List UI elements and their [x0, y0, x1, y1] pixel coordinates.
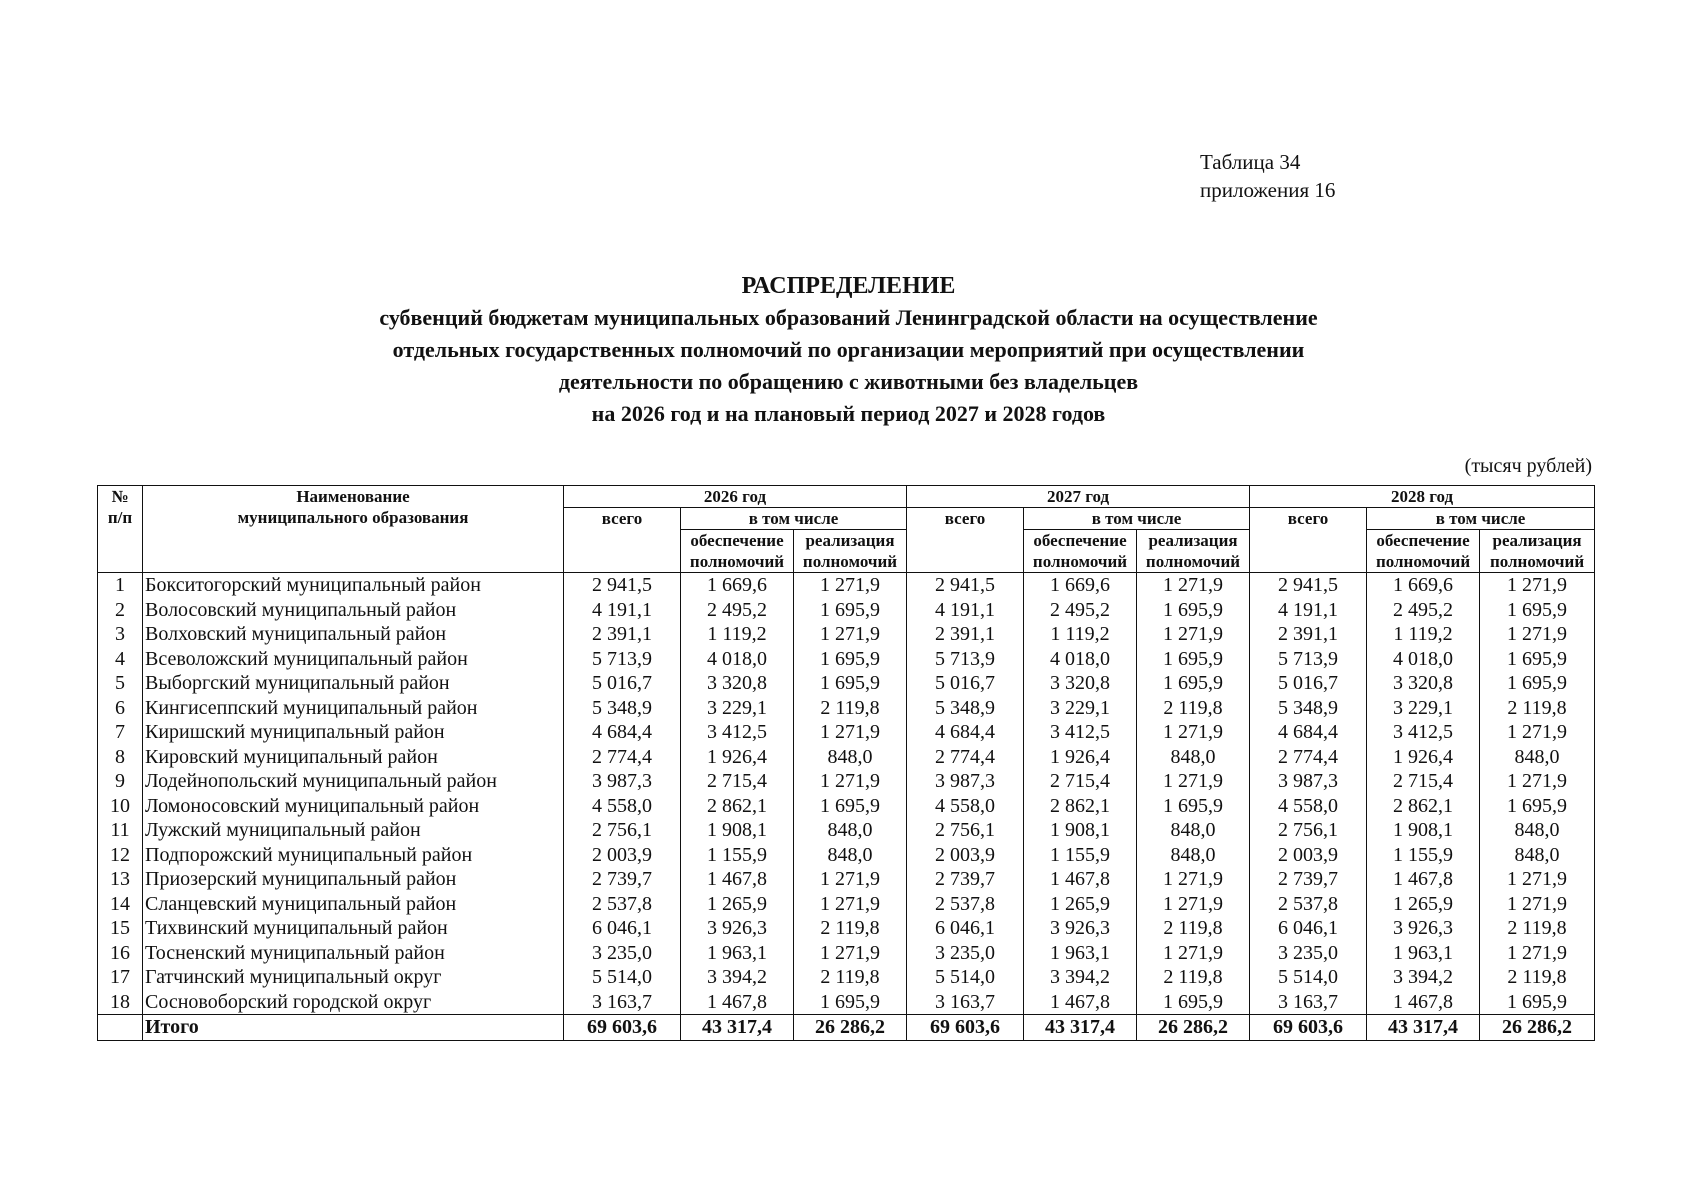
value-2027-all: 2 756,1 [907, 818, 1024, 843]
header-implementation-line-1: реализация [1148, 531, 1238, 550]
value-2027-all: 5 713,9 [907, 647, 1024, 672]
header-total-2027: всего [907, 508, 1024, 573]
table-header [98, 486, 1595, 573]
value-2026-provision: 1 467,8 [681, 867, 794, 892]
header-provision-2027 [1024, 530, 1137, 573]
value-2026-implementation: 1 271,9 [794, 867, 907, 892]
value-2028-provision: 1 119,2 [1367, 622, 1480, 647]
value-2028-all: 3 987,3 [1250, 769, 1367, 794]
value-2026-provision: 1 908,1 [681, 818, 794, 843]
municipality-name: Подпорожский муниципальный район [143, 843, 564, 868]
municipality-name: Кингисеппский муниципальный район [143, 696, 564, 721]
value-2027-implementation: 1 695,9 [1137, 647, 1250, 672]
value-2027-implementation: 1 271,9 [1137, 573, 1250, 598]
table-row [98, 843, 1595, 868]
total-2026-implementation: 26 286,2 [794, 1015, 907, 1041]
value-2026-provision: 1 963,1 [681, 941, 794, 966]
value-2026-all: 6 046,1 [564, 916, 681, 941]
table-row [98, 794, 1595, 819]
table-footer [98, 1015, 1595, 1041]
value-2028-implementation: 1 271,9 [1480, 720, 1595, 745]
row-number: 16 [98, 941, 143, 966]
row-number: 13 [98, 867, 143, 892]
header-year-2027: 2027 год [907, 486, 1250, 508]
value-2027-all: 3 987,3 [907, 769, 1024, 794]
table-row [98, 892, 1595, 917]
municipality-name: Сланцевский муниципальный район [143, 892, 564, 917]
value-2028-provision: 1 467,8 [1367, 867, 1480, 892]
value-2027-all: 2 003,9 [907, 843, 1024, 868]
value-2026-provision: 1 669,6 [681, 573, 794, 598]
value-2027-provision: 1 467,8 [1024, 990, 1137, 1015]
value-2028-all: 4 558,0 [1250, 794, 1367, 819]
value-2028-provision: 4 018,0 [1367, 647, 1480, 672]
value-2026-provision: 2 495,2 [681, 598, 794, 623]
value-2028-implementation: 1 695,9 [1480, 794, 1595, 819]
value-2027-all: 2 537,8 [907, 892, 1024, 917]
value-2026-all: 2 003,9 [564, 843, 681, 868]
value-2028-provision: 1 926,4 [1367, 745, 1480, 770]
value-2026-provision: 3 926,3 [681, 916, 794, 941]
value-2028-implementation: 1 695,9 [1480, 598, 1595, 623]
value-2028-all: 2 391,1 [1250, 622, 1367, 647]
value-2027-provision: 1 669,6 [1024, 573, 1137, 598]
value-2027-provision: 3 926,3 [1024, 916, 1137, 941]
value-2026-implementation: 1 271,9 [794, 622, 907, 647]
value-2027-implementation: 1 695,9 [1137, 990, 1250, 1015]
header-provision-2028 [1367, 530, 1480, 573]
header-name [143, 486, 564, 573]
value-2027-implementation: 1 695,9 [1137, 671, 1250, 696]
table-row [98, 941, 1595, 966]
value-2028-provision: 2 715,4 [1367, 769, 1480, 794]
value-2027-provision: 1 119,2 [1024, 622, 1137, 647]
title-line-3: деятельности по обращению с животными без владельцев [558, 369, 1139, 394]
value-2028-implementation: 848,0 [1480, 818, 1595, 843]
table-row [98, 720, 1595, 745]
value-2028-provision: 1 467,8 [1367, 990, 1480, 1015]
header-total-2028: всего [1250, 508, 1367, 573]
municipality-name: Тихвинский муниципальный район [143, 916, 564, 941]
value-2027-implementation: 848,0 [1137, 818, 1250, 843]
value-2028-provision: 3 394,2 [1367, 965, 1480, 990]
value-2028-all: 2 003,9 [1250, 843, 1367, 868]
value-2026-provision: 3 229,1 [681, 696, 794, 721]
value-2027-provision: 1 963,1 [1024, 941, 1137, 966]
table-reference [1200, 148, 1335, 204]
value-2028-provision: 3 320,8 [1367, 671, 1480, 696]
value-2027-implementation: 1 271,9 [1137, 941, 1250, 966]
value-2026-implementation: 1 695,9 [794, 598, 907, 623]
header-name-line-1: Наименование [296, 487, 410, 506]
distribution-table [97, 485, 1595, 1041]
table-row [98, 671, 1595, 696]
value-2028-implementation: 1 695,9 [1480, 990, 1595, 1015]
value-2028-implementation: 1 271,9 [1480, 892, 1595, 917]
value-2028-all: 3 235,0 [1250, 941, 1367, 966]
value-2026-provision: 3 320,8 [681, 671, 794, 696]
value-2027-implementation: 1 271,9 [1137, 892, 1250, 917]
value-2026-implementation: 2 119,8 [794, 916, 907, 941]
value-2028-implementation: 848,0 [1480, 843, 1595, 868]
value-2028-provision: 2 862,1 [1367, 794, 1480, 819]
value-2028-implementation: 2 119,8 [1480, 916, 1595, 941]
total-row [98, 1015, 1595, 1041]
value-2028-all: 3 163,7 [1250, 990, 1367, 1015]
value-2028-implementation: 1 695,9 [1480, 671, 1595, 696]
value-2028-implementation: 2 119,8 [1480, 965, 1595, 990]
header-provision-line-1: обеспечение [1376, 531, 1470, 550]
table-row [98, 598, 1595, 623]
title-main: РАСПРЕДЕЛЕНИЕ [741, 273, 956, 299]
value-2026-provision: 1 265,9 [681, 892, 794, 917]
value-2028-all: 5 016,7 [1250, 671, 1367, 696]
value-2027-all: 5 016,7 [907, 671, 1024, 696]
value-2027-provision: 1 467,8 [1024, 867, 1137, 892]
municipality-name: Волховский муниципальный район [143, 622, 564, 647]
value-2028-provision: 3 229,1 [1367, 696, 1480, 721]
value-2028-implementation: 1 271,9 [1480, 867, 1595, 892]
header-provision-line-1: обеспечение [690, 531, 784, 550]
header-including-2028: в том числе [1367, 508, 1595, 530]
value-2027-provision: 2 862,1 [1024, 794, 1137, 819]
value-2028-provision: 1 963,1 [1367, 941, 1480, 966]
value-2026-implementation: 1 695,9 [794, 990, 907, 1015]
value-2026-implementation: 1 271,9 [794, 941, 907, 966]
row-number: 14 [98, 892, 143, 917]
value-2028-provision: 1 155,9 [1367, 843, 1480, 868]
value-2028-implementation: 1 271,9 [1480, 941, 1595, 966]
header-provision-2026 [681, 530, 794, 573]
municipality-name: Киришский муниципальный район [143, 720, 564, 745]
header-provision-line-1: обеспечение [1033, 531, 1127, 550]
total-2026-provision: 43 317,4 [681, 1015, 794, 1041]
value-2026-all: 2 774,4 [564, 745, 681, 770]
value-2028-all: 2 537,8 [1250, 892, 1367, 917]
value-2027-implementation: 1 695,9 [1137, 794, 1250, 819]
value-2026-all: 4 558,0 [564, 794, 681, 819]
value-2028-all: 5 713,9 [1250, 647, 1367, 672]
value-2027-provision: 1 908,1 [1024, 818, 1137, 843]
total-2027-provision: 43 317,4 [1024, 1015, 1137, 1041]
header-implementation-line-2: полномочий [1489, 552, 1585, 571]
value-2028-all: 4 684,4 [1250, 720, 1367, 745]
table-row [98, 916, 1595, 941]
value-2026-implementation: 848,0 [794, 818, 907, 843]
value-2028-all: 4 191,1 [1250, 598, 1367, 623]
header-number [98, 486, 143, 573]
value-2026-provision: 4 018,0 [681, 647, 794, 672]
table-row [98, 990, 1595, 1015]
value-2027-provision: 3 229,1 [1024, 696, 1137, 721]
table-row [98, 818, 1595, 843]
header-implementation-2026 [794, 530, 907, 573]
table-body [98, 573, 1595, 1015]
value-2028-implementation: 1 271,9 [1480, 769, 1595, 794]
total-number-cell [98, 1015, 143, 1041]
value-2028-provision: 2 495,2 [1367, 598, 1480, 623]
table-row [98, 769, 1595, 794]
value-2027-all: 2 391,1 [907, 622, 1024, 647]
value-2028-implementation: 2 119,8 [1480, 696, 1595, 721]
value-2026-provision: 1 467,8 [681, 990, 794, 1015]
header-implementation-2027 [1137, 530, 1250, 573]
value-2026-all: 5 016,7 [564, 671, 681, 696]
header-implementation-line-2: полномочий [802, 552, 898, 571]
value-2027-all: 4 191,1 [907, 598, 1024, 623]
row-number: 18 [98, 990, 143, 1015]
table-number: Таблица 34 [1200, 150, 1301, 174]
header-including-2027: в том числе [1024, 508, 1250, 530]
value-2027-implementation: 1 271,9 [1137, 867, 1250, 892]
value-2026-provision: 1 155,9 [681, 843, 794, 868]
value-2026-all: 3 163,7 [564, 990, 681, 1015]
header-provision-line-2: полномочий [1375, 552, 1471, 571]
value-2026-implementation: 1 695,9 [794, 647, 907, 672]
value-2026-all: 5 348,9 [564, 696, 681, 721]
table-row [98, 622, 1595, 647]
table-row [98, 965, 1595, 990]
header-implementation-2028 [1480, 530, 1595, 573]
municipality-name: Волосовский муниципальный район [143, 598, 564, 623]
municipality-name: Тосненский муниципальный район [143, 941, 564, 966]
row-number: 5 [98, 671, 143, 696]
table-row [98, 867, 1595, 892]
value-2026-implementation: 1 695,9 [794, 671, 907, 696]
row-number: 2 [98, 598, 143, 623]
row-number: 3 [98, 622, 143, 647]
value-2026-provision: 1 119,2 [681, 622, 794, 647]
value-2026-all: 2 941,5 [564, 573, 681, 598]
header-number-line-2: п/п [107, 508, 133, 527]
header-implementation-line-1: реализация [1492, 531, 1582, 550]
row-number: 4 [98, 647, 143, 672]
value-2026-provision: 2 862,1 [681, 794, 794, 819]
value-2027-all: 2 739,7 [907, 867, 1024, 892]
total-2027-all: 69 603,6 [907, 1015, 1024, 1041]
header-year-2028: 2028 год [1250, 486, 1595, 508]
value-2026-all: 2 756,1 [564, 818, 681, 843]
value-2027-all: 4 684,4 [907, 720, 1024, 745]
total-2027-implementation: 26 286,2 [1137, 1015, 1250, 1041]
title-line-4: на 2026 год и на плановый период 2027 и 2028 годов [591, 401, 1106, 426]
total-2028-provision: 43 317,4 [1367, 1015, 1480, 1041]
municipality-name: Всеволожский муниципальный район [143, 647, 564, 672]
row-number: 15 [98, 916, 143, 941]
municipality-name: Ломоносовский муниципальный район [143, 794, 564, 819]
header-number-line-1: № [111, 487, 129, 506]
header-provision-line-2: полномочий [1032, 552, 1128, 571]
table-row [98, 573, 1595, 598]
header-provision-line-2: полномочий [689, 552, 785, 571]
table-row [98, 745, 1595, 770]
value-2028-all: 5 348,9 [1250, 696, 1367, 721]
table-row [98, 696, 1595, 721]
value-2027-implementation: 848,0 [1137, 745, 1250, 770]
value-2028-provision: 1 265,9 [1367, 892, 1480, 917]
value-2027-all: 2 774,4 [907, 745, 1024, 770]
value-2026-all: 4 684,4 [564, 720, 681, 745]
header-year-2026: 2026 год [564, 486, 907, 508]
header-total-2026: всего [564, 508, 681, 573]
value-2026-implementation: 2 119,8 [794, 696, 907, 721]
value-2027-implementation: 1 271,9 [1137, 769, 1250, 794]
units-label: (тысяч рублей) [1464, 455, 1592, 477]
municipality-name: Кировский муниципальный район [143, 745, 564, 770]
row-number: 6 [98, 696, 143, 721]
value-2026-implementation: 1 271,9 [794, 769, 907, 794]
appendix-number: приложения 16 [1200, 178, 1336, 202]
value-2026-all: 2 537,8 [564, 892, 681, 917]
value-2028-implementation: 848,0 [1480, 745, 1595, 770]
row-number: 12 [98, 843, 143, 868]
value-2027-all: 4 558,0 [907, 794, 1024, 819]
title-line-1: субвенций бюджетам муниципальных образований Ленинградской области на осуществление [379, 305, 1318, 330]
total-2026-all: 69 603,6 [564, 1015, 681, 1041]
value-2026-provision: 3 412,5 [681, 720, 794, 745]
municipality-name: Гатчинский муниципальный округ [143, 965, 564, 990]
value-2027-provision: 1 926,4 [1024, 745, 1137, 770]
value-2026-all: 2 739,7 [564, 867, 681, 892]
value-2026-implementation: 1 271,9 [794, 573, 907, 598]
total-label: Итого [143, 1015, 564, 1041]
value-2026-implementation: 1 695,9 [794, 794, 907, 819]
total-2028-all: 69 603,6 [1250, 1015, 1367, 1041]
municipality-name: Сосновоборский городской округ [143, 990, 564, 1015]
value-2027-provision: 1 155,9 [1024, 843, 1137, 868]
value-2028-all: 2 739,7 [1250, 867, 1367, 892]
municipality-name: Приозерский муниципальный район [143, 867, 564, 892]
row-number: 7 [98, 720, 143, 745]
row-number: 9 [98, 769, 143, 794]
municipality-name: Бокситогорский муниципальный район [143, 573, 564, 598]
value-2026-implementation: 2 119,8 [794, 965, 907, 990]
value-2027-all: 6 046,1 [907, 916, 1024, 941]
value-2028-provision: 1 908,1 [1367, 818, 1480, 843]
value-2027-implementation: 1 271,9 [1137, 622, 1250, 647]
value-2026-provision: 3 394,2 [681, 965, 794, 990]
value-2027-provision: 3 320,8 [1024, 671, 1137, 696]
municipality-name: Лодейнопольский муниципальный район [143, 769, 564, 794]
value-2027-provision: 4 018,0 [1024, 647, 1137, 672]
value-2027-implementation: 2 119,8 [1137, 965, 1250, 990]
value-2027-all: 3 235,0 [907, 941, 1024, 966]
table-row [98, 647, 1595, 672]
value-2028-all: 6 046,1 [1250, 916, 1367, 941]
row-number: 10 [98, 794, 143, 819]
value-2026-all: 4 191,1 [564, 598, 681, 623]
value-2027-implementation: 2 119,8 [1137, 916, 1250, 941]
value-2028-implementation: 1 695,9 [1480, 647, 1595, 672]
municipality-name: Лужский муниципальный район [143, 818, 564, 843]
value-2026-all: 3 235,0 [564, 941, 681, 966]
value-2026-all: 3 987,3 [564, 769, 681, 794]
value-2027-all: 5 348,9 [907, 696, 1024, 721]
value-2027-provision: 3 394,2 [1024, 965, 1137, 990]
value-2027-implementation: 1 271,9 [1137, 720, 1250, 745]
value-2028-all: 2 756,1 [1250, 818, 1367, 843]
title-line-2: отдельных государственных полномочий по организации мероприятий при осуществлении [392, 337, 1305, 362]
row-number: 11 [98, 818, 143, 843]
value-2028-all: 2 941,5 [1250, 573, 1367, 598]
value-2026-implementation: 848,0 [794, 843, 907, 868]
municipality-name: Выборгский муниципальный район [143, 671, 564, 696]
value-2028-provision: 3 412,5 [1367, 720, 1480, 745]
value-2027-provision: 1 265,9 [1024, 892, 1137, 917]
value-2028-all: 2 774,4 [1250, 745, 1367, 770]
header-implementation-line-2: полномочий [1145, 552, 1241, 571]
value-2028-provision: 3 926,3 [1367, 916, 1480, 941]
value-2028-implementation: 1 271,9 [1480, 573, 1595, 598]
value-2028-all: 5 514,0 [1250, 965, 1367, 990]
value-2027-implementation: 848,0 [1137, 843, 1250, 868]
row-number: 8 [98, 745, 143, 770]
value-2026-provision: 1 926,4 [681, 745, 794, 770]
value-2027-provision: 2 715,4 [1024, 769, 1137, 794]
row-number: 1 [98, 573, 143, 598]
total-2028-implementation: 26 286,2 [1480, 1015, 1595, 1041]
value-2027-implementation: 1 695,9 [1137, 598, 1250, 623]
document-title [0, 270, 1697, 430]
value-2028-provision: 1 669,6 [1367, 573, 1480, 598]
value-2026-all: 2 391,1 [564, 622, 681, 647]
header-name-line-2: муниципального образования [237, 508, 469, 527]
value-2026-implementation: 848,0 [794, 745, 907, 770]
value-2026-all: 5 514,0 [564, 965, 681, 990]
value-2026-implementation: 1 271,9 [794, 720, 907, 745]
value-2026-all: 5 713,9 [564, 647, 681, 672]
header-including-2026: в том числе [681, 508, 907, 530]
value-2026-provision: 2 715,4 [681, 769, 794, 794]
value-2027-provision: 3 412,5 [1024, 720, 1137, 745]
value-2026-implementation: 1 271,9 [794, 892, 907, 917]
value-2027-all: 5 514,0 [907, 965, 1024, 990]
value-2027-provision: 2 495,2 [1024, 598, 1137, 623]
value-2027-all: 3 163,7 [907, 990, 1024, 1015]
header-implementation-line-1: реализация [805, 531, 895, 550]
value-2027-implementation: 2 119,8 [1137, 696, 1250, 721]
row-number: 17 [98, 965, 143, 990]
value-2027-all: 2 941,5 [907, 573, 1024, 598]
value-2028-implementation: 1 271,9 [1480, 622, 1595, 647]
